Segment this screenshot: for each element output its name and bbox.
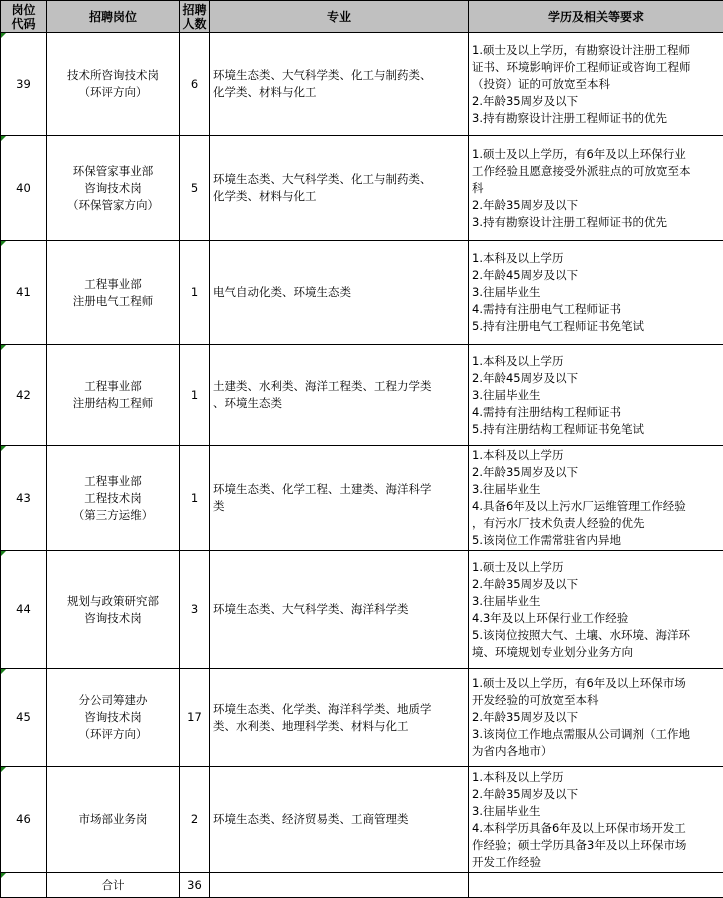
major-line: 环境生态类、大气科学类、化工与制药类、: [213, 171, 465, 188]
major-cell: [210, 345, 469, 446]
post-code: 43: [1, 446, 47, 551]
header-count-line-2: 人数: [180, 17, 209, 31]
requirement-line: 5.持有注册电气工程师证书免笔试: [472, 318, 720, 335]
requirement-line: 1.本科及以上学历: [472, 250, 720, 267]
major-line: 环境生态类、大气科学类、化工与制药类、: [213, 67, 465, 84]
post-name-line: 工程事业部: [47, 276, 179, 293]
post-name-line: 规划与政策研究部: [47, 593, 179, 610]
major-line: 化学类、材料与化工: [213, 84, 465, 101]
post-name-line: 工程技术岗: [47, 490, 179, 507]
post-name-line: （环保管家方向）: [47, 197, 179, 214]
major-cell: [210, 551, 469, 669]
post-name-line: 技术所咨询技术岗: [47, 67, 179, 84]
requirement-line: 2.年龄35周岁及以下: [472, 197, 720, 214]
requirements-cell: [469, 33, 723, 136]
requirement-line: 为省内各地市）: [472, 743, 720, 760]
post-name-line: 咨询技术岗: [47, 180, 179, 197]
major-line: 土建类、水利类、海洋工程类、工程力学类: [213, 378, 465, 395]
requirement-line: 1.本科及以上学历: [472, 447, 720, 464]
headcount: 1: [180, 345, 210, 446]
major-cell: [210, 767, 469, 873]
major-line: 、环境生态类: [213, 395, 465, 412]
headcount: 3: [180, 551, 210, 669]
table-row: [1, 551, 723, 669]
post-name-line: 注册结构工程师: [47, 395, 179, 412]
header-row: [1, 1, 723, 33]
requirement-line: 2.年龄35周岁及以下: [472, 576, 720, 593]
requirement-line: 4.3年及以上环保行业工作经验: [472, 610, 720, 627]
requirement-line: 科: [472, 180, 720, 197]
headcount: 2: [180, 767, 210, 873]
post-name: [47, 33, 180, 136]
header-code: [1, 1, 47, 33]
requirement-line: 2.年龄35周岁及以下: [472, 786, 720, 803]
table-row: [1, 446, 723, 551]
requirement-line: 4.需持有注册结构工程师证书: [472, 404, 720, 421]
requirement-line: 1.本科及以上学历: [472, 353, 720, 370]
total-count: 36: [180, 873, 210, 898]
major-line: 环境生态类、大气科学类、海洋科学类: [213, 601, 465, 618]
major-line: 类、水利类、地理科学类、材料与化工: [213, 718, 465, 735]
total-code-cell: [1, 873, 47, 898]
header-count: [180, 1, 210, 33]
header-major: 专业: [210, 1, 469, 33]
requirement-line: 开发工作经验: [472, 854, 720, 871]
requirement-line: 3.往届毕业生: [472, 387, 720, 404]
header-post: 招聘岗位: [47, 1, 180, 33]
major-line: 电气自动化类、环境生态类: [213, 284, 465, 301]
post-code: 40: [1, 136, 47, 241]
post-code: 41: [1, 241, 47, 345]
headcount: 17: [180, 669, 210, 767]
requirement-line: 2.年龄45周岁及以下: [472, 370, 720, 387]
post-name: [47, 345, 180, 446]
post-name-line: （环评方向）: [47, 726, 179, 743]
requirements-cell: [469, 551, 723, 669]
post-name-line: 分公司筹建办: [47, 692, 179, 709]
requirement-line: 4.本科学历具备6年及以上环保市场开发工: [472, 820, 720, 837]
header-code-line-2: 代码: [1, 17, 46, 31]
requirements-cell: [469, 669, 723, 767]
headcount: 6: [180, 33, 210, 136]
requirement-line: 3.持有勘察设计注册工程师证书的优先: [472, 214, 720, 231]
post-name: [47, 136, 180, 241]
post-name-line: 咨询技术岗: [47, 610, 179, 627]
post-name-line: 市场部业务岗: [47, 811, 179, 828]
requirement-line: 作经验；硕士学历具备3年及以上环保市场: [472, 837, 720, 854]
headcount: 1: [180, 241, 210, 345]
major-line: 环境生态类、化学类、海洋科学类、地质学: [213, 701, 465, 718]
post-name-line: 注册电气工程师: [47, 293, 179, 310]
post-name-line: （第三方运维）: [47, 507, 179, 524]
requirements-cell: [469, 446, 723, 551]
requirement-line: 证书、环境影响评价工程师证或咨询工程师: [472, 59, 720, 76]
post-name: [47, 551, 180, 669]
requirements-cell: [469, 767, 723, 873]
headcount: 5: [180, 136, 210, 241]
requirement-line: 3.持有勘察设计注册工程师证书的优先: [472, 110, 720, 127]
total-label: 合计: [47, 873, 180, 898]
table-row: [1, 136, 723, 241]
major-line: 环境生态类、经济贸易类、工商管理类: [213, 811, 465, 828]
table-row: [1, 345, 723, 446]
post-code: 39: [1, 33, 47, 136]
table-row: [1, 767, 723, 873]
requirement-line: 5.该岗位工作需常驻省内异地: [472, 532, 720, 549]
table-row: [1, 669, 723, 767]
requirement-line: 2.年龄35周岁及以下: [472, 93, 720, 110]
table-row: [1, 33, 723, 136]
requirement-line: 开发经验的可放宽至本科: [472, 692, 720, 709]
requirement-line: 3.往届毕业生: [472, 481, 720, 498]
requirements-cell: [469, 241, 723, 345]
major-line: 类: [213, 498, 465, 515]
total-row: [1, 873, 723, 898]
requirement-line: 2.年龄45周岁及以下: [472, 267, 720, 284]
requirement-line: 3.往届毕业生: [472, 803, 720, 820]
total-requirements-cell: [469, 873, 723, 898]
requirement-line: 1.硕士及以上学历，有勘察设计注册工程师: [472, 42, 720, 59]
header-count-line-1: 招聘: [180, 3, 209, 17]
post-name: [47, 669, 180, 767]
header-code-line-1: 岗位: [1, 3, 46, 17]
requirements-cell: [469, 136, 723, 241]
requirement-line: （投资）证的可放宽至本科: [472, 76, 720, 93]
requirement-line: 工作经验且愿意接受外派驻点的可放宽至本: [472, 163, 720, 180]
major-cell: [210, 446, 469, 551]
post-code: 44: [1, 551, 47, 669]
requirement-line: 3.往届毕业生: [472, 284, 720, 301]
post-code: 42: [1, 345, 47, 446]
major-cell: [210, 241, 469, 345]
requirement-line: 1.硕士及以上学历: [472, 559, 720, 576]
post-name-line: 工程事业部: [47, 378, 179, 395]
post-name-line: 环保管家事业部: [47, 163, 179, 180]
post-name-line: 工程事业部: [47, 473, 179, 490]
major-line: 化学类、材料与化工: [213, 188, 465, 205]
post-name: [47, 767, 180, 873]
major-cell: [210, 136, 469, 241]
post-code: 46: [1, 767, 47, 873]
requirement-line: 2.年龄35周岁及以下: [472, 709, 720, 726]
requirement-line: 境、环境规划专业划分业务方向: [472, 644, 720, 661]
post-name-line: 咨询技术岗: [47, 709, 179, 726]
requirements-cell: [469, 345, 723, 446]
requirement-line: 1.硕士及以上学历，有6年及以上环保市场: [472, 675, 720, 692]
post-name: [47, 446, 180, 551]
requirement-line: 5.持有注册结构工程师证书免笔试: [472, 421, 720, 438]
requirement-line: 4.具备6年及以上污水厂运维管理工作经验: [472, 498, 720, 515]
major-cell: [210, 669, 469, 767]
post-name: [47, 241, 180, 345]
requirement-line: 2.年龄35周岁及以下: [472, 464, 720, 481]
post-code: 45: [1, 669, 47, 767]
requirement-line: 1.硕士及以上学历，有6年及以上环保行业: [472, 146, 720, 163]
requirement-line: 3.往届毕业生: [472, 593, 720, 610]
headcount: 1: [180, 446, 210, 551]
major-line: 环境生态类、化学工程、土建类、海洋科学: [213, 481, 465, 498]
requirement-line: ，有污水厂技术负责人经验的优先: [472, 515, 720, 532]
requirement-line: 3.该岗位工作地点需服从公司调剂（工作地: [472, 726, 720, 743]
requirement-line: 5.该岗位按照大气、土壤、水环境、海洋环: [472, 627, 720, 644]
requirement-line: 1.本科及以上学历: [472, 769, 720, 786]
table-row: [1, 241, 723, 345]
requirement-line: 4.需持有注册电气工程师证书: [472, 301, 720, 318]
total-major-cell: [210, 873, 469, 898]
header-requirements: 学历及相关等要求: [469, 1, 723, 33]
post-name-line: （环评方向）: [47, 84, 179, 101]
major-cell: [210, 33, 469, 136]
